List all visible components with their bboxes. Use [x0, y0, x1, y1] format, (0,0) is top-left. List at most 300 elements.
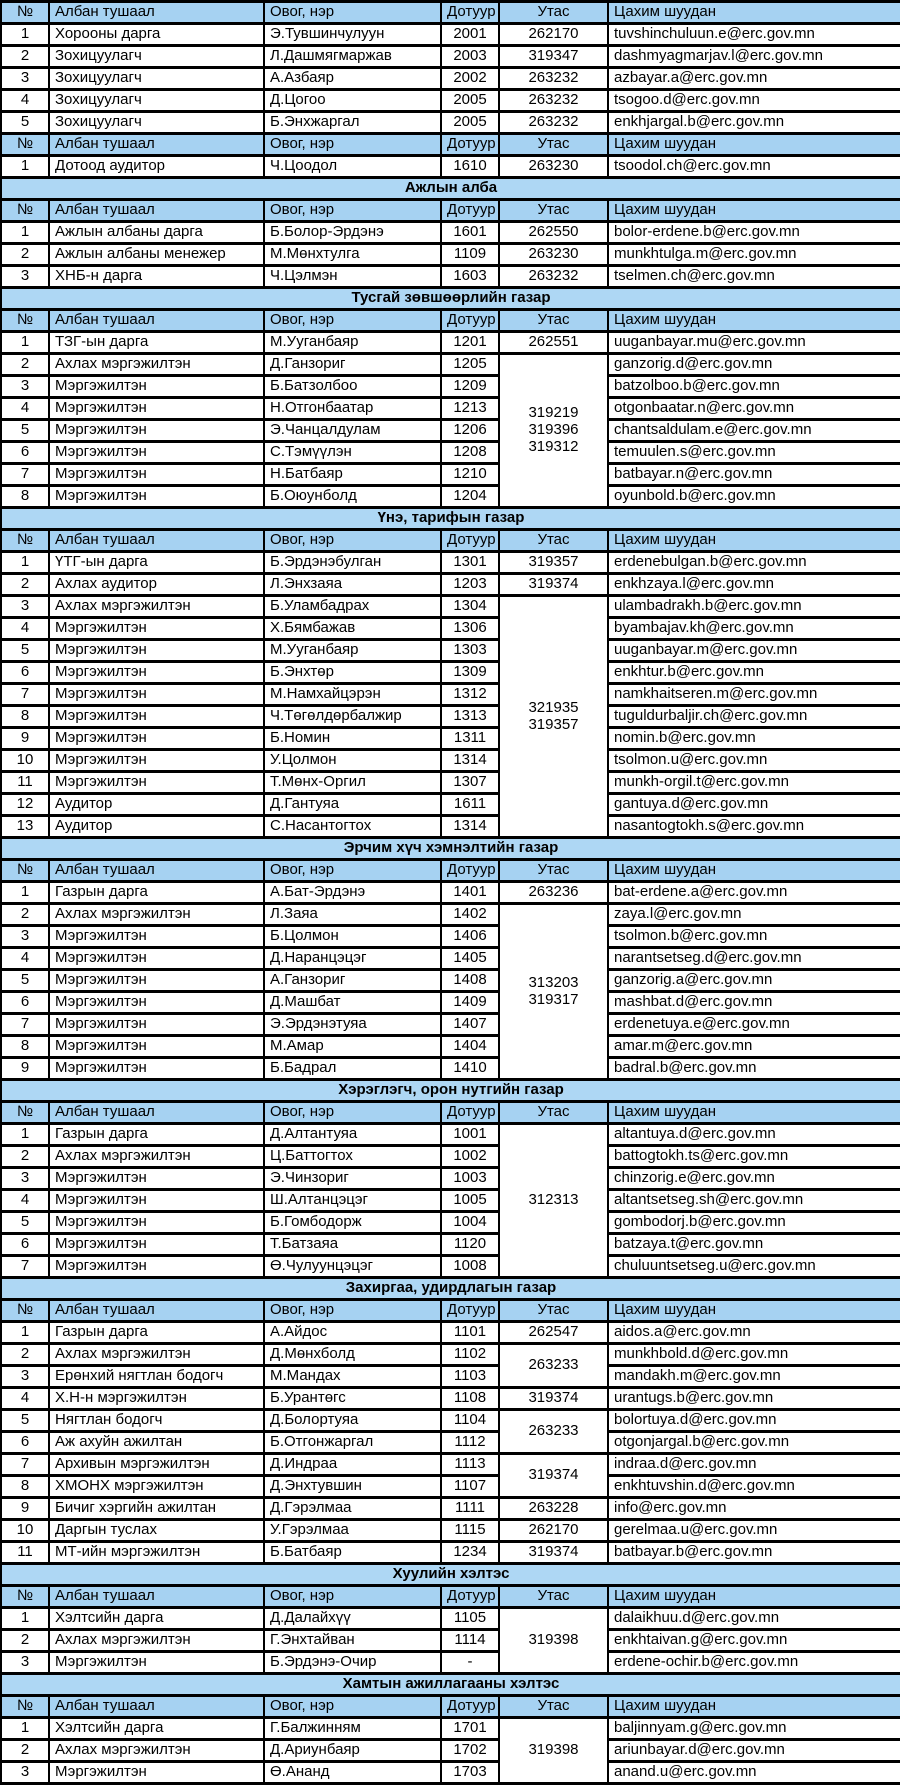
table-row — [1, 618, 900, 640]
cell-ext: 1213 — [441, 398, 499, 420]
cell-ext: 1307 — [441, 772, 499, 794]
section-title-row — [1, 838, 900, 860]
cell-no: 1 — [1, 156, 49, 178]
cell-no: 8 — [1, 486, 49, 508]
cell-name: Б.Уламбадрах — [264, 596, 441, 618]
column-header-ext: Дотуур — [441, 2, 499, 24]
cell-no: 1 — [1, 222, 49, 244]
cell-position: Мэргэжилтэн — [49, 1234, 264, 1256]
cell-position: Зохицуулагч — [49, 112, 264, 134]
cell-position: Аудитор — [49, 794, 264, 816]
cell-position: Ерөнхий нягтлан бодогч — [49, 1366, 264, 1388]
cell-position: Ахлах мэргэжилтэн — [49, 1146, 264, 1168]
cell-email: gantuya.d@erc.gov.mn — [608, 794, 900, 816]
cell-name: Б.Бадрал — [264, 1058, 441, 1080]
cell-email: ganzorig.a@erc.gov.mn — [608, 970, 900, 992]
cell-no: 10 — [1, 1520, 49, 1542]
column-header-phone: Утас — [499, 134, 608, 156]
cell-no: 6 — [1, 992, 49, 1014]
column-header-ext: Дотуур — [441, 134, 499, 156]
cell-email: tsogoo.d@erc.gov.mn — [608, 90, 900, 112]
cell-position: Бичиг хэргийн ажилтан — [49, 1498, 264, 1520]
cell-ext: 2005 — [441, 90, 499, 112]
cell-email: batbayar.b@erc.gov.mn — [608, 1542, 900, 1564]
cell-position: Мэргэжилтэн — [49, 684, 264, 706]
table-row — [1, 552, 900, 574]
cell-no: 4 — [1, 398, 49, 420]
cell-email: chantsaldulam.e@erc.gov.mn — [608, 420, 900, 442]
cell-position: Мэргэжилтэн — [49, 728, 264, 750]
cell-name: Д.Машбат — [264, 992, 441, 1014]
section-title-row — [1, 178, 900, 200]
table-row — [1, 376, 900, 398]
cell-ext: 1210 — [441, 464, 499, 486]
cell-position: ХНБ-н дарга — [49, 266, 264, 288]
cell-name: А.Айдос — [264, 1322, 441, 1344]
cell-ext: 1209 — [441, 376, 499, 398]
cell-email: chuluuntsetseg.u@erc.gov.mn — [608, 1256, 900, 1278]
cell-position: Аж ахуйн ажилтан — [49, 1432, 264, 1454]
cell-position: Мэргэжилтэн — [49, 926, 264, 948]
column-header-row — [1, 134, 900, 156]
table-row — [1, 1542, 900, 1564]
cell-no: 1 — [1, 1608, 49, 1630]
table-row — [1, 970, 900, 992]
table-row — [1, 794, 900, 816]
cell-email: batbayar.n@erc.gov.mn — [608, 464, 900, 486]
cell-ext: 1103 — [441, 1366, 499, 1388]
column-header-position: Албан тушаал — [49, 1696, 264, 1718]
section-title: Ажлын алба — [1, 178, 900, 200]
cell-position: Мэргэжилтэн — [49, 1168, 264, 1190]
cell-email: tsoodol.ch@erc.gov.mn — [608, 156, 900, 178]
section-title: Хамтын ажиллагааны хэлтэс — [1, 1674, 900, 1696]
cell-position: Хэлтсийн дарга — [49, 1718, 264, 1740]
cell-position: Газрын дарга — [49, 1124, 264, 1146]
cell-name: Л.Энхзаяа — [264, 574, 441, 596]
column-header-email: Цахим шуудан — [608, 134, 900, 156]
table-row — [1, 706, 900, 728]
cell-ext: 1312 — [441, 684, 499, 706]
cell-ext: 2003 — [441, 46, 499, 68]
column-header-ext: Дотуур — [441, 200, 499, 222]
column-header-row — [1, 1586, 900, 1608]
cell-phone: 263232 — [499, 112, 608, 134]
column-header-email: Цахим шуудан — [608, 1696, 900, 1718]
cell-ext: 1206 — [441, 420, 499, 442]
cell-phone: 262551 — [499, 332, 608, 354]
cell-phone: 319347 — [499, 46, 608, 68]
table-row — [1, 354, 900, 376]
cell-no: 4 — [1, 1190, 49, 1212]
cell-name: Ч.Төгөлдөрбалжир — [264, 706, 441, 728]
cell-email: info@erc.gov.mn — [608, 1498, 900, 1520]
cell-position: Мэргэжилтэн — [49, 948, 264, 970]
cell-ext: 1101 — [441, 1322, 499, 1344]
column-header-position: Албан тушаал — [49, 1300, 264, 1322]
cell-email: gombodorj.b@erc.gov.mn — [608, 1212, 900, 1234]
cell-name: Д.Гантуяа — [264, 794, 441, 816]
table-row — [1, 1212, 900, 1234]
column-header-phone: Утас — [499, 200, 608, 222]
cell-no: 1 — [1, 552, 49, 574]
cell-phone: 263230 — [499, 244, 608, 266]
table-row — [1, 1146, 900, 1168]
cell-position: Ажлын албаны дарга — [49, 222, 264, 244]
table-row — [1, 1036, 900, 1058]
table-row — [1, 1058, 900, 1080]
column-header-row — [1, 2, 900, 24]
table-row — [1, 1630, 900, 1652]
cell-email: oyunbold.b@erc.gov.mn — [608, 486, 900, 508]
cell-no: 6 — [1, 442, 49, 464]
table-row — [1, 68, 900, 90]
cell-position: Ахлах мэргэжилтэн — [49, 596, 264, 618]
cell-email: nomin.b@erc.gov.mn — [608, 728, 900, 750]
cell-name: Б.Гомбодорж — [264, 1212, 441, 1234]
column-header-email: Цахим шуудан — [608, 200, 900, 222]
cell-phone: 263236 — [499, 882, 608, 904]
cell-no: 3 — [1, 1168, 49, 1190]
cell-name: Д.Ганзориг — [264, 354, 441, 376]
cell-name: Н.Отгонбаатар — [264, 398, 441, 420]
cell-no: 2 — [1, 1630, 49, 1652]
cell-position: МТ-ийн мэргэжилтэн — [49, 1542, 264, 1564]
column-header-ext: Дотуур — [441, 1300, 499, 1322]
column-header-row — [1, 860, 900, 882]
table-row — [1, 420, 900, 442]
table-row — [1, 1432, 900, 1454]
cell-position: Ахлах мэргэжилтэн — [49, 354, 264, 376]
cell-email: ariunbayar.d@erc.gov.mn — [608, 1740, 900, 1762]
cell-name: М.Мандах — [264, 1366, 441, 1388]
cell-phone: 263232 — [499, 68, 608, 90]
cell-ext: 1104 — [441, 1410, 499, 1432]
cell-email: uuganbayar.mu@erc.gov.mn — [608, 332, 900, 354]
column-header-email: Цахим шуудан — [608, 1300, 900, 1322]
cell-name: Д.Ариунбаяр — [264, 1740, 441, 1762]
cell-name: Ч.Цэлмэн — [264, 266, 441, 288]
cell-position: Ахлах мэргэжилтэн — [49, 1630, 264, 1652]
cell-ext: 1120 — [441, 1234, 499, 1256]
cell-no: 6 — [1, 1234, 49, 1256]
cell-name: У.Цолмон — [264, 750, 441, 772]
cell-no: 1 — [1, 1718, 49, 1740]
cell-email: munkh-orgil.t@erc.gov.mn — [608, 772, 900, 794]
cell-no: 2 — [1, 574, 49, 596]
cell-name: Д.Мөнхболд — [264, 1344, 441, 1366]
table-row — [1, 1168, 900, 1190]
cell-position: Газрын дарга — [49, 1322, 264, 1344]
cell-no: 3 — [1, 926, 49, 948]
section-title: Захиргаа, удирдлагын газар — [1, 1278, 900, 1300]
cell-position: Ахлах мэргэжилтэн — [49, 1344, 264, 1366]
cell-position: Х.Н-н мэргэжилтэн — [49, 1388, 264, 1410]
table-row — [1, 772, 900, 794]
cell-name: Э.Тувшинчулуун — [264, 24, 441, 46]
cell-no: 4 — [1, 1388, 49, 1410]
cell-no: 11 — [1, 1542, 49, 1564]
section-title-row — [1, 508, 900, 530]
column-header-phone: Утас — [499, 310, 608, 332]
section-title: Эрчим хүч хэмнэлтийн газар — [1, 838, 900, 860]
table-row — [1, 442, 900, 464]
cell-position: Архивын мэргэжилтэн — [49, 1454, 264, 1476]
table-row — [1, 1366, 900, 1388]
cell-ext: 1309 — [441, 662, 499, 684]
cell-email: battogtokh.ts@erc.gov.mn — [608, 1146, 900, 1168]
cell-ext: 1304 — [441, 596, 499, 618]
cell-phone: 263230 — [499, 156, 608, 178]
cell-phone: 263233 — [499, 1344, 608, 1388]
cell-phone: 321935 319357 — [499, 596, 608, 838]
cell-name: Ц.Баттогтох — [264, 1146, 441, 1168]
cell-no: 4 — [1, 618, 49, 640]
cell-email: baljinnyam.g@erc.gov.mn — [608, 1718, 900, 1740]
column-header-name: Овог, нэр — [264, 200, 441, 222]
table-row — [1, 640, 900, 662]
cell-ext: 1702 — [441, 1740, 499, 1762]
cell-ext: 1603 — [441, 266, 499, 288]
cell-position: Мэргэжилтэн — [49, 706, 264, 728]
column-header-no: № — [1, 134, 49, 156]
column-header-position: Албан тушаал — [49, 200, 264, 222]
section-title-row — [1, 1278, 900, 1300]
cell-name: Б.Номин — [264, 728, 441, 750]
column-header-name: Овог, нэр — [264, 134, 441, 156]
cell-ext: 1306 — [441, 618, 499, 640]
cell-phone: 313203 319317 — [499, 904, 608, 1080]
cell-name: Б.Отгонжаргал — [264, 1432, 441, 1454]
cell-email: dashmyagmarjav.l@erc.gov.mn — [608, 46, 900, 68]
cell-no: 2 — [1, 1740, 49, 1762]
cell-ext: 1102 — [441, 1344, 499, 1366]
cell-no: 7 — [1, 1014, 49, 1036]
column-header-position: Албан тушаал — [49, 1102, 264, 1124]
cell-ext: 2002 — [441, 68, 499, 90]
cell-email: munkhbold.d@erc.gov.mn — [608, 1344, 900, 1366]
cell-email: batzolboo.b@erc.gov.mn — [608, 376, 900, 398]
cell-name: А.Ганзориг — [264, 970, 441, 992]
cell-email: gerelmaa.u@erc.gov.mn — [608, 1520, 900, 1542]
cell-name: Д.Болортуяа — [264, 1410, 441, 1432]
cell-ext: 1314 — [441, 750, 499, 772]
column-header-position: Албан тушаал — [49, 530, 264, 552]
table-row — [1, 1388, 900, 1410]
cell-no: 4 — [1, 90, 49, 112]
cell-name: Г.Энхтайван — [264, 1630, 441, 1652]
cell-ext: 2005 — [441, 112, 499, 134]
table-row — [1, 464, 900, 486]
column-header-no: № — [1, 1696, 49, 1718]
cell-email: enkhjargal.b@erc.gov.mn — [608, 112, 900, 134]
cell-email: erdenebulgan.b@erc.gov.mn — [608, 552, 900, 574]
cell-no: 12 — [1, 794, 49, 816]
cell-no: 6 — [1, 662, 49, 684]
table-row — [1, 1520, 900, 1542]
cell-phone: 263233 — [499, 1410, 608, 1454]
cell-no: 3 — [1, 68, 49, 90]
cell-position: Хэлтсийн дарга — [49, 1608, 264, 1630]
cell-no: 3 — [1, 1652, 49, 1674]
column-header-position: Албан тушаал — [49, 2, 264, 24]
table-row — [1, 574, 900, 596]
table-row — [1, 112, 900, 134]
table-row — [1, 156, 900, 178]
cell-ext: 1108 — [441, 1388, 499, 1410]
cell-email: tuvshinchuluun.e@erc.gov.mn — [608, 24, 900, 46]
cell-no: 9 — [1, 728, 49, 750]
column-header-row — [1, 1102, 900, 1124]
cell-position: Хорооны дарга — [49, 24, 264, 46]
cell-email: erdene-ochir.b@erc.gov.mn — [608, 1652, 900, 1674]
column-header-position: Албан тушаал — [49, 134, 264, 156]
cell-phone: 319374 — [499, 1388, 608, 1410]
cell-no: 2 — [1, 904, 49, 926]
cell-phone: 262547 — [499, 1322, 608, 1344]
cell-email: mandakh.m@erc.gov.mn — [608, 1366, 900, 1388]
cell-no: 1 — [1, 24, 49, 46]
cell-no: 1 — [1, 1322, 49, 1344]
column-header-no: № — [1, 1586, 49, 1608]
cell-no: 1 — [1, 332, 49, 354]
cell-ext: 1410 — [441, 1058, 499, 1080]
cell-no: 2 — [1, 1146, 49, 1168]
column-header-name: Овог, нэр — [264, 1696, 441, 1718]
cell-position: Мэргэжилтэн — [49, 970, 264, 992]
cell-name: Б.Батзолбоо — [264, 376, 441, 398]
cell-position: Газрын дарга — [49, 882, 264, 904]
cell-name: Х.Бямбажав — [264, 618, 441, 640]
cell-email: batzaya.t@erc.gov.mn — [608, 1234, 900, 1256]
cell-ext: 1701 — [441, 1718, 499, 1740]
cell-position: Мэргэжилтэн — [49, 1190, 264, 1212]
column-header-phone: Утас — [499, 1102, 608, 1124]
cell-phone: 263232 — [499, 90, 608, 112]
table-row — [1, 882, 900, 904]
column-header-row — [1, 200, 900, 222]
cell-ext: 1610 — [441, 156, 499, 178]
section-title: Үнэ, тарифын газар — [1, 508, 900, 530]
cell-email: chinzorig.e@erc.gov.mn — [608, 1168, 900, 1190]
cell-name: Б.Оюунболд — [264, 486, 441, 508]
cell-email: altantsetseg.sh@erc.gov.mn — [608, 1190, 900, 1212]
cell-position: Мэргэжилтэн — [49, 1058, 264, 1080]
table-row — [1, 24, 900, 46]
cell-phone: 263228 — [499, 1498, 608, 1520]
cell-ext: - — [441, 1652, 499, 1674]
cell-phone: 263232 — [499, 266, 608, 288]
cell-position: Даргын туслах — [49, 1520, 264, 1542]
column-header-position: Албан тушаал — [49, 310, 264, 332]
cell-position: Ахлах мэргэжилтэн — [49, 904, 264, 926]
column-header-ext: Дотуур — [441, 860, 499, 882]
cell-no: 5 — [1, 1212, 49, 1234]
cell-email: byambajav.kh@erc.gov.mn — [608, 618, 900, 640]
column-header-name: Овог, нэр — [264, 1300, 441, 1322]
section-title-row — [1, 1564, 900, 1586]
table-row — [1, 486, 900, 508]
cell-ext: 1205 — [441, 354, 499, 376]
cell-ext: 1111 — [441, 1498, 499, 1520]
cell-phone: 319374 — [499, 574, 608, 596]
cell-email: enkhtur.b@erc.gov.mn — [608, 662, 900, 684]
cell-email: azbayar.a@erc.gov.mn — [608, 68, 900, 90]
cell-no: 3 — [1, 596, 49, 618]
table-row — [1, 1740, 900, 1762]
column-header-no: № — [1, 1300, 49, 1322]
cell-position: ҮТГ-ын дарга — [49, 552, 264, 574]
cell-position: Мэргэжилтэн — [49, 442, 264, 464]
cell-name: С.Тэмүүлэн — [264, 442, 441, 464]
column-header-name: Овог, нэр — [264, 860, 441, 882]
cell-name: Д.Далайхүү — [264, 1608, 441, 1630]
column-header-position: Албан тушаал — [49, 1586, 264, 1608]
cell-name: Т.Батзаяа — [264, 1234, 441, 1256]
cell-position: Мэргэжилтэн — [49, 464, 264, 486]
cell-no: 2 — [1, 354, 49, 376]
table-row — [1, 904, 900, 926]
cell-no: 10 — [1, 750, 49, 772]
cell-position: Мэргэжилтэн — [49, 1652, 264, 1674]
cell-position: Мэргэжилтэн — [49, 1014, 264, 1036]
cell-email: tuguldurbaljir.ch@erc.gov.mn — [608, 706, 900, 728]
table-row — [1, 266, 900, 288]
cell-ext: 1114 — [441, 1630, 499, 1652]
table-row — [1, 1124, 900, 1146]
cell-position: Мэргэжилтэн — [49, 1256, 264, 1278]
cell-ext: 1402 — [441, 904, 499, 926]
cell-position: Мэргэжилтэн — [49, 992, 264, 1014]
cell-name: Д.Цогоо — [264, 90, 441, 112]
cell-phone: 262170 — [499, 24, 608, 46]
cell-name: Б.Энхтөр — [264, 662, 441, 684]
table-row — [1, 1322, 900, 1344]
table-row — [1, 244, 900, 266]
cell-position: Мэргэжилтэн — [49, 750, 264, 772]
cell-no: 5 — [1, 112, 49, 134]
cell-no: 5 — [1, 1410, 49, 1432]
cell-name: Д.Индраа — [264, 1454, 441, 1476]
column-header-no: № — [1, 200, 49, 222]
cell-email: zaya.l@erc.gov.mn — [608, 904, 900, 926]
cell-name: М.Ууганбаяр — [264, 640, 441, 662]
cell-ext: 1703 — [441, 1762, 499, 1784]
cell-email: aidos.a@erc.gov.mn — [608, 1322, 900, 1344]
cell-no: 5 — [1, 970, 49, 992]
table-row — [1, 596, 900, 618]
cell-no: 13 — [1, 816, 49, 838]
cell-position: ТЗГ-ын дарга — [49, 332, 264, 354]
cell-phone: 262170 — [499, 1520, 608, 1542]
column-header-phone: Утас — [499, 860, 608, 882]
cell-email: enkhzaya.l@erc.gov.mn — [608, 574, 900, 596]
section-title: Хэрэглэгч, орон нутгийн газар — [1, 1080, 900, 1102]
cell-name: Э.Чанцалдулам — [264, 420, 441, 442]
cell-name: Ө.Ананд — [264, 1762, 441, 1784]
table-row — [1, 728, 900, 750]
cell-phone: 319398 — [499, 1718, 608, 1784]
column-header-phone: Утас — [499, 1696, 608, 1718]
cell-name: М.Намхайцэрэн — [264, 684, 441, 706]
cell-email: enkhtaivan.g@erc.gov.mn — [608, 1630, 900, 1652]
cell-email: ulambadrakh.b@erc.gov.mn — [608, 596, 900, 618]
cell-name: Д.Энхтувшин — [264, 1476, 441, 1498]
column-header-row — [1, 1300, 900, 1322]
cell-ext: 1404 — [441, 1036, 499, 1058]
cell-position: Мэргэжилтэн — [49, 1036, 264, 1058]
column-header-ext: Дотуур — [441, 1696, 499, 1718]
